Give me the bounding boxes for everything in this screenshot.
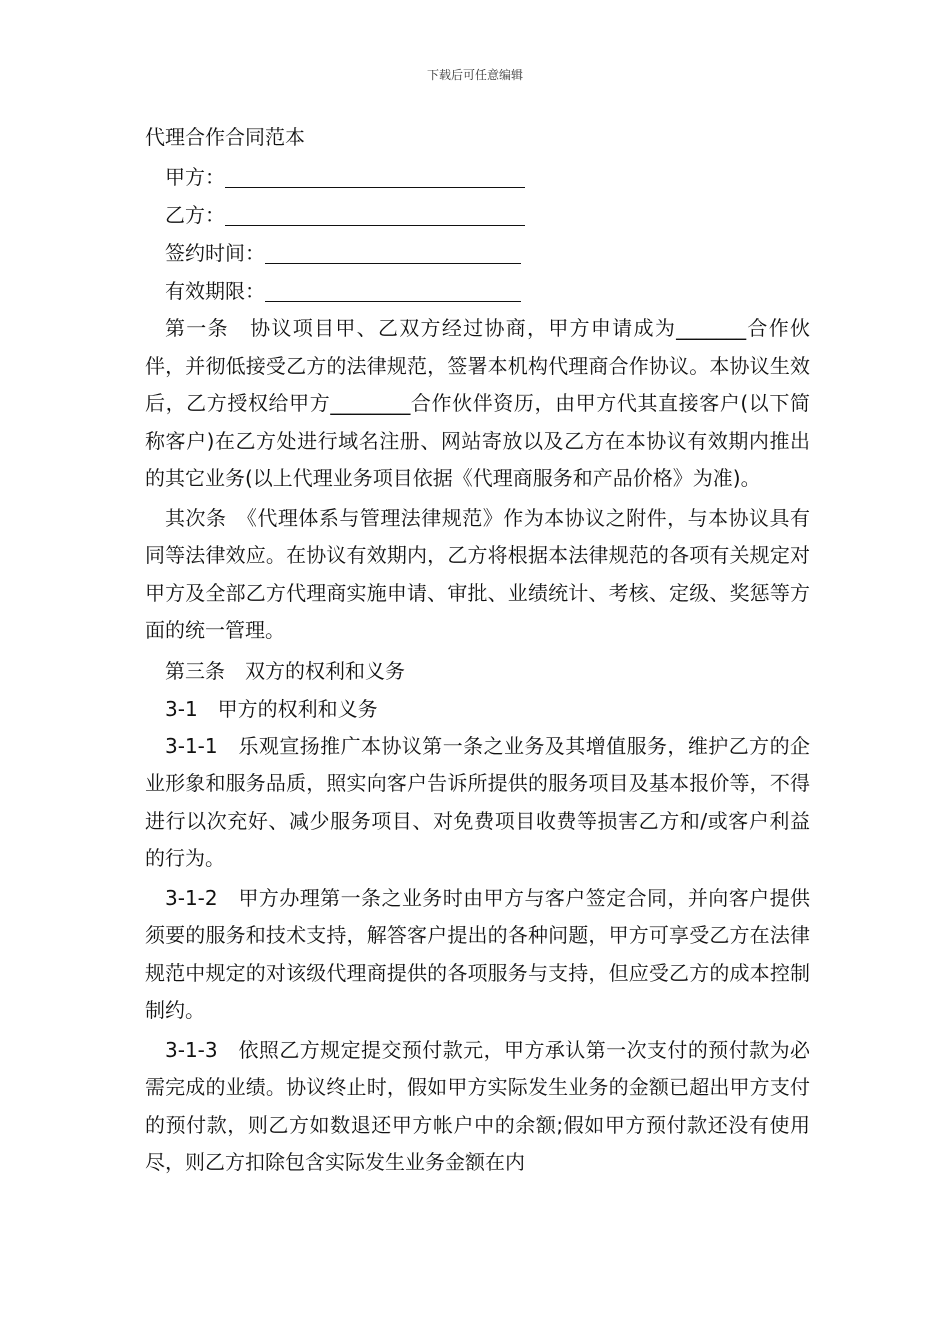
sign-date-label: 签约时间： — [165, 241, 265, 265]
validity-blank[interactable] — [265, 277, 521, 302]
clause-3-1-1: 3-1-1 乐观宣扬推广本协议第一条之业务及其增值服务，维护乙方的企业形象和服务品质，照实向客户告诉所提供的服务项目及基本报价等，不得进行以次充好、减少服务项目、对免费项目收费等损害乙方和/或客户利益的行为。 — [145, 733, 810, 870]
party-a-blank[interactable] — [225, 163, 525, 188]
clause-3-1-2: 3-1-2 甲方办理第一条之业务时由甲方与客户签定合同，并向客户提供须要的服务和技术支持，解答客户提出的各种问题，甲方可享受乙方在法律规范中规定的对该级代理商提供的各项服务与支持，但应受乙方的成本控制制约。 — [145, 885, 810, 1022]
party-a-field — [145, 158, 810, 196]
page-header-note: 下载后可任意编辑 — [426, 68, 523, 82]
party-b-label: 乙方： — [165, 203, 225, 227]
validity-label: 有效期限： — [165, 279, 265, 303]
validity-field — [145, 272, 810, 310]
article-3-heading: 第三条 双方的权利和义务 — [165, 658, 405, 683]
article-1: 第一条 协议项目甲、乙双方经过协商，甲方申请成为_______合作伙伴，并彻低接受乙方的法律规范，签署本机构代理商合作协议。本协议生效后，乙方授权给甲方________合作伙伴资历，由甲方代其直接客户(以下简称客户)在乙方处进行域名注册、网站寄放以及乙方在本协议有效期内推出的其它业务(以上代理业务项目依据《代理商服务和产品价格》为准)。 — [145, 316, 810, 490]
party-b-field — [145, 196, 810, 234]
document-title: 代理合作合同范本 — [145, 125, 305, 149]
sign-date-blank[interactable] — [265, 239, 521, 264]
party-b-blank[interactable] — [225, 201, 525, 226]
clause-3-1-3: 3-1-3 依照乙方规定提交预付款元，甲方承认第一次支付的预付款为必需完成的业绩。协议终止时，假如甲方实际发生业务的金额已超出甲方支付的预付款，则乙方如数退还甲方帐户中的余额;假如甲方预付款还没有使用尽，则乙方扣除包含实际发生业务金额在内 — [145, 1037, 810, 1174]
sign-date-field — [145, 234, 810, 272]
document-body — [145, 122, 810, 1184]
party-a-label: 甲方： — [165, 165, 225, 189]
section-3-1-heading: 3-1 甲方的权利和义务 — [165, 696, 378, 721]
article-2: 其次条 《代理体系与管理法律规范》作为本协议之附件，与本协议具有同等法律效应。在协议有效期内，乙方将根据本法律规范的各项有关规定对甲方及全部乙方代理商实施申请、审批、业绩统计、考核、定级、奖惩等方面的统一管理。 — [145, 505, 810, 642]
